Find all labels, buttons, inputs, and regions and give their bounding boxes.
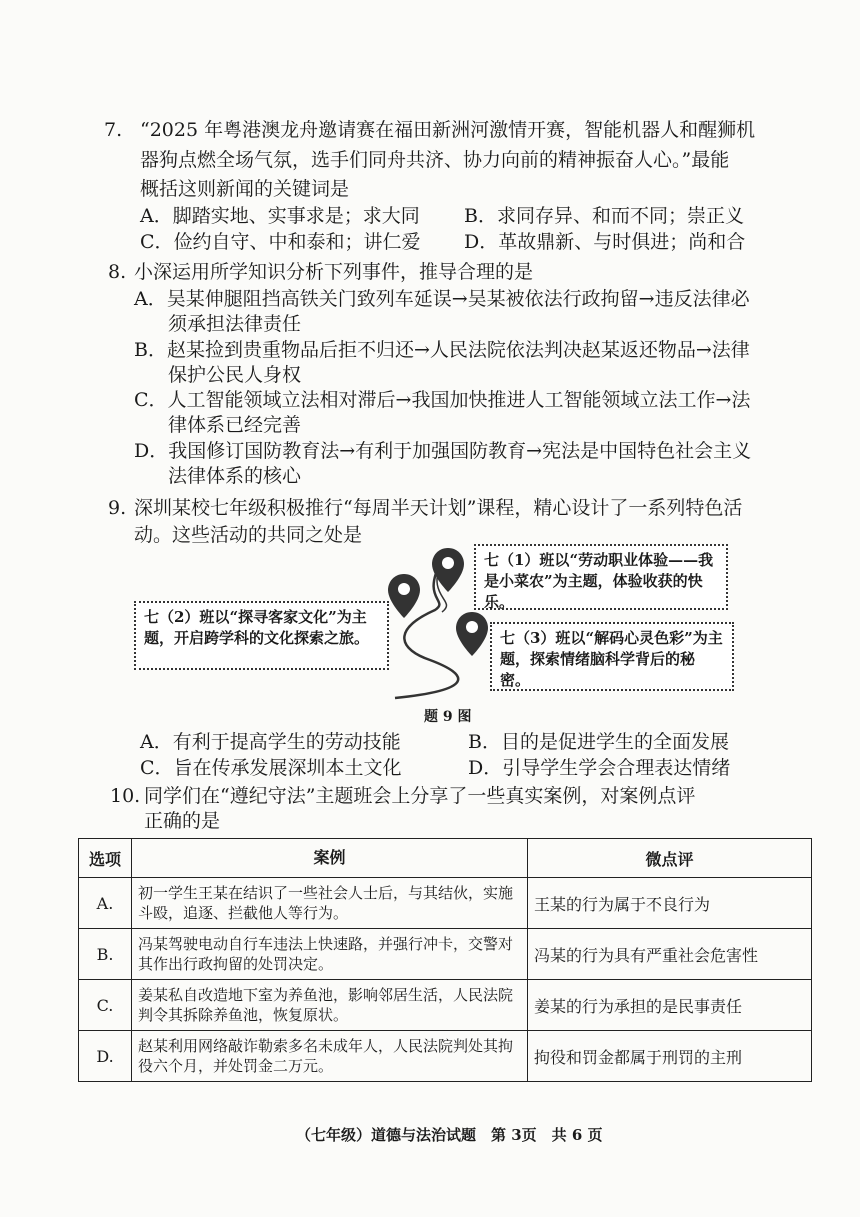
q8-number: 8.	[108, 261, 127, 283]
q10-stem-line-1: 同学们在“遵纪守法”主题班会上分享了一些真实案例，对案例点评	[144, 785, 696, 807]
q7-stem-line-2: 器狗点燃全场气氛，选手们同舟共济、协力向前的精神振奋人心。”最能	[140, 149, 730, 171]
q7-number: 7.	[104, 119, 123, 141]
q7-option-a[interactable]: A．脚踏实地、实事求是；求大同	[140, 205, 420, 227]
activity-box-class-3: 七（3）班以“解码心灵色彩”为主题，探索情绪脑科学背后的秘密。	[490, 622, 734, 691]
q9-option-c[interactable]: C．旨在传承发展深圳本土文化	[140, 757, 402, 779]
q8-option-a-line-1[interactable]: A．吴某伸腿阻挡高铁关门致列车延误→吴某被依法行政拘留→违反法律必	[134, 288, 750, 310]
row-option: C.	[79, 980, 132, 1031]
page-footer: （七年级）道德与法治试题 第 3页 共 6 页	[296, 1126, 603, 1144]
q9-stem-line-2: 动。这些活动的共同之处是	[134, 524, 363, 546]
activity-box-class-2: 七（2）班以“探寻客家文化”为主题，开启跨学科的文化探索之旅。	[134, 601, 389, 670]
q10-stem-line-2: 正确的是	[144, 810, 221, 832]
q7-option-b[interactable]: B．求同存异、和而不同；崇正义	[464, 205, 744, 227]
q8-stem: 小深运用所学知识分析下列事件，推导合理的是	[134, 261, 534, 283]
table-row[interactable]	[79, 878, 812, 929]
q9-option-b[interactable]: B．目的是促进学生的全面发展	[468, 731, 729, 753]
q8-option-c-line-1[interactable]: C．人工智能领域立法相对滞后→我国加快推进人工智能领域立法工作→法	[134, 389, 751, 411]
q9-stem-line-1: 深圳某校七年级积极推行“每周半天计划”课程，精心设计了一系列特色活	[134, 497, 743, 519]
row-comment: 王某的行为属于不良行为	[528, 878, 812, 929]
row-option: B.	[79, 929, 132, 980]
q8-option-c-line-2: 律体系已经完善	[168, 414, 302, 436]
cases-table	[78, 838, 812, 1082]
q10-number: 10.	[110, 785, 141, 807]
row-option: D.	[79, 1031, 132, 1082]
q7-stem-line-3: 概括这则新闻的关键词是	[140, 178, 350, 200]
map-pin-icon	[454, 610, 490, 658]
map-pin-icon	[430, 546, 466, 594]
figure-9-caption: 题 9 图	[424, 709, 472, 725]
table-row[interactable]	[79, 1031, 812, 1082]
q8-option-b-line-2: 保护公民人身权	[168, 364, 302, 386]
row-comment: 姜某的行为承担的是民事责任	[528, 980, 812, 1031]
row-option: A.	[79, 878, 132, 929]
table-row[interactable]	[79, 980, 812, 1031]
q9-option-d[interactable]: D．引导学生学会合理表达情绪	[468, 757, 731, 779]
table-row[interactable]	[79, 929, 812, 980]
q7-option-d[interactable]: D．革故鼎新、与时俱进；尚和合	[464, 231, 746, 253]
row-case: 姜某私自改造地下室为养鱼池，影响邻居生活，人民法院判令其拆除养鱼池，恢复原状。	[132, 980, 528, 1031]
activity-box-class-1: 七（1）班以“劳动职业体验——我是小菜农”为主题，体验收获的快乐。	[474, 544, 728, 610]
q8-option-d-line-1[interactable]: D．我国修订国防教育法→有利于加强国防教育→宪法是中国特色社会主义	[134, 440, 752, 462]
map-pin-icon	[386, 572, 422, 620]
q7-option-c[interactable]: C．俭约自守、中和泰和；讲仁爱	[140, 231, 421, 253]
q8-option-b-line-1[interactable]: B．赵某捡到贵重物品后拒不归还→人民法院依法判决赵某返还物品→法律	[134, 339, 750, 361]
q9-number: 9.	[108, 497, 127, 519]
q8-option-d-line-2: 法律体系的核心	[168, 465, 302, 487]
header-option: 选项	[79, 839, 132, 878]
row-comment: 拘役和罚金都属于刑罚的主刑	[528, 1031, 812, 1082]
row-case: 初一学生王某在结识了一些社会人士后，与其结伙，实施斗殴，追逐、拦截他人等行为。	[132, 878, 528, 929]
header-case: 案例	[132, 839, 528, 878]
q7-stem-line-1: “2025 年粤港澳龙舟邀请赛在福田新洲河激情开赛，智能机器人和醒狮机	[140, 119, 756, 141]
q8-option-a-line-2: 须承担法律责任	[168, 313, 302, 335]
table-header-row	[79, 839, 812, 878]
row-case: 赵某利用网络敲诈勒索多名未成年人，人民法院判处其拘役六个月，并处罚金二万元。	[132, 1031, 528, 1082]
row-case: 冯某驾驶电动自行车违法上快速路，并强行冲卡，交警对其作出行政拘留的处罚决定。	[132, 929, 528, 980]
row-comment: 冯某的行为具有严重社会危害性	[528, 929, 812, 980]
header-comment: 微点评	[528, 839, 812, 878]
q9-option-a[interactable]: A．有利于提高学生的劳动技能	[140, 731, 401, 753]
